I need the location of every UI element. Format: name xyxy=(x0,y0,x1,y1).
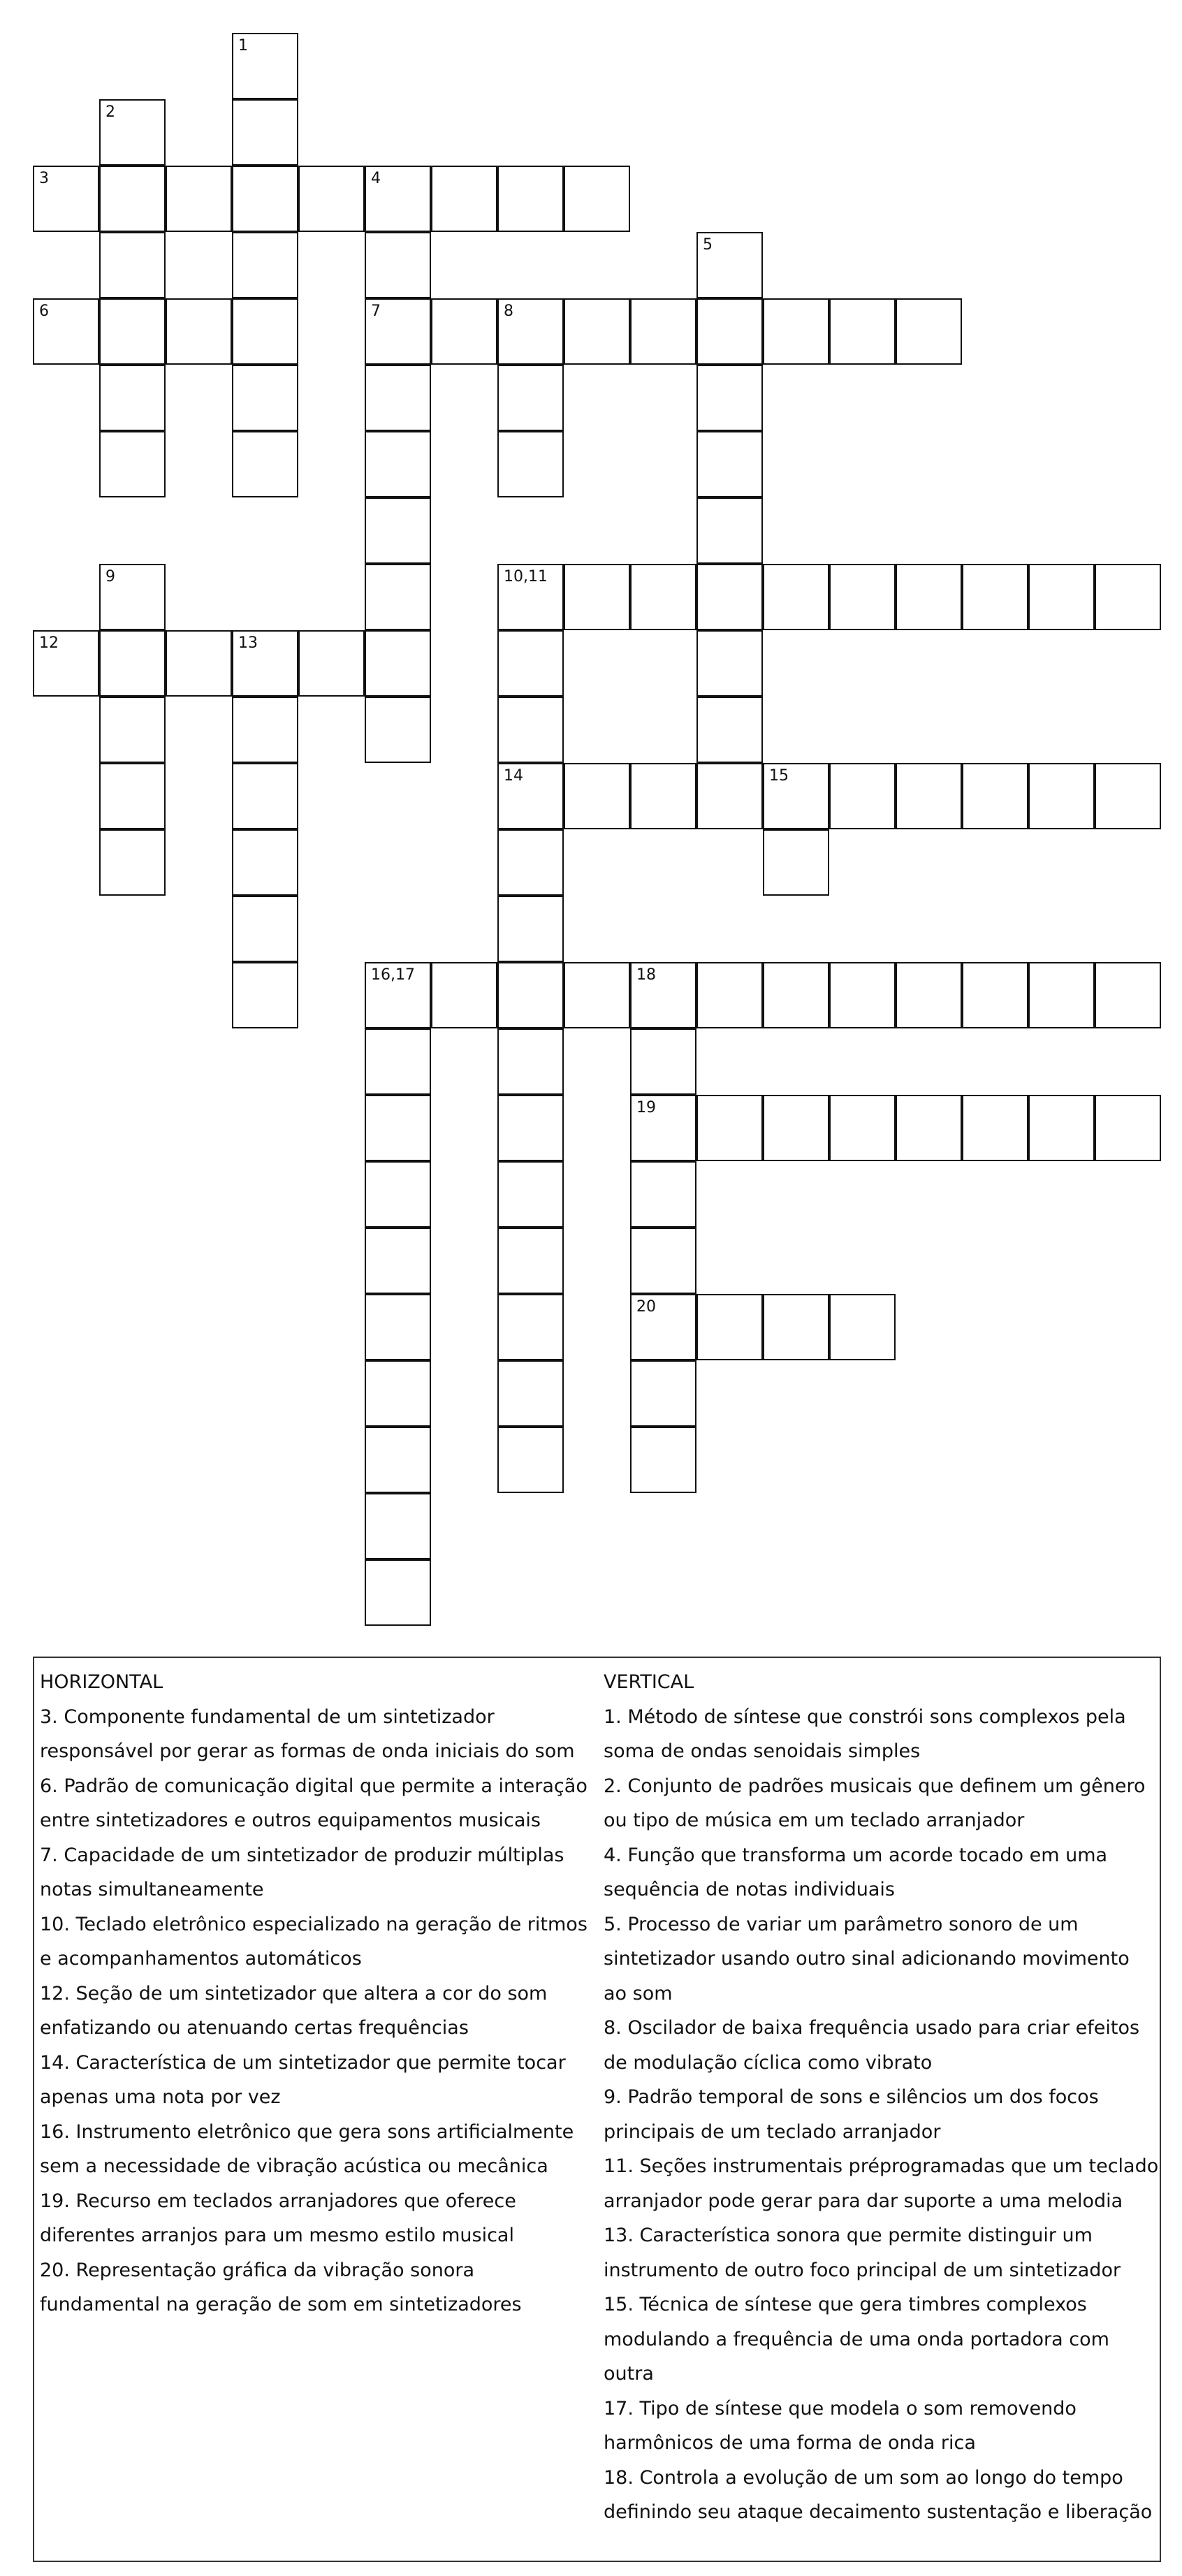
vertical-clue-line: 18. Controla a evolução de um som ao longo do tempo xyxy=(604,2466,1123,2489)
crossword-cell[interactable] xyxy=(497,1228,564,1294)
crossword-cell[interactable] xyxy=(763,962,829,1028)
vertical-clue-list xyxy=(604,1700,1162,2530)
crossword-cell[interactable] xyxy=(166,298,232,365)
crossword-cell[interactable] xyxy=(564,564,630,630)
crossword-cell[interactable] xyxy=(99,630,166,697)
crossword-cell[interactable] xyxy=(696,365,763,431)
vertical-clue-line: arranjador pode gerar para dar suporte a uma melodia xyxy=(604,2190,1123,2212)
horizontal-clue-line: 10. Teclado eletrônico especializado na geração de ritmos xyxy=(40,1913,588,1935)
clue-number: 18 xyxy=(636,966,656,984)
crossword-cell[interactable] xyxy=(497,1427,564,1493)
horizontal-clue-line: fundamental na geração de som em sintetizadores xyxy=(40,2294,522,2315)
crossword-cell[interactable] xyxy=(1095,564,1161,630)
clue-number: 9 xyxy=(105,568,115,585)
crossword-cell[interactable] xyxy=(232,365,298,431)
vertical-clue-line: 11. Seções instrumentais préprogramadas que um teclado xyxy=(604,2155,1159,2177)
crossword-cell[interactable] xyxy=(497,962,564,1028)
clue-number: 14 xyxy=(504,767,523,785)
vertical-clue-line: 5. Processo de variar um parâmetro sonoro de um xyxy=(604,1913,1079,1935)
crossword-cell[interactable] xyxy=(630,298,696,365)
vertical-clue-line: ao som xyxy=(604,1982,673,2004)
crossword-cell[interactable] xyxy=(763,298,829,365)
crossword-cell[interactable] xyxy=(365,1493,431,1559)
crossword-cell[interactable] xyxy=(630,1228,696,1294)
crossword-cell[interactable] xyxy=(829,763,896,829)
vertical-clue-line: ou tipo de música em um teclado arranjador xyxy=(604,1810,1025,1831)
vertical-clue-line: 13. Característica sonora que permite distinguir um xyxy=(604,2225,1093,2246)
crossword-cell[interactable] xyxy=(232,232,298,298)
crossword-cell[interactable] xyxy=(232,896,298,962)
crossword-cell[interactable] xyxy=(365,298,431,365)
crossword-cell[interactable] xyxy=(99,166,166,232)
crossword-cell[interactable] xyxy=(696,962,763,1028)
vertical-clue-line: 8. Oscilador de baixa frequência usado para criar efeitos xyxy=(604,2017,1140,2039)
vertical-clues xyxy=(604,1665,1162,2530)
crossword-cell[interactable] xyxy=(696,697,763,763)
crossword-cell[interactable] xyxy=(166,630,232,697)
crossword-cell[interactable] xyxy=(829,1294,896,1360)
crossword-cell[interactable] xyxy=(896,564,962,630)
clue-number: 15 xyxy=(769,767,789,785)
crossword-cell[interactable] xyxy=(630,564,696,630)
crossword-cell[interactable] xyxy=(497,1095,564,1161)
crossword-cell[interactable] xyxy=(630,1360,696,1427)
crossword-cell[interactable] xyxy=(431,298,497,365)
crossword-cell[interactable] xyxy=(365,1161,431,1228)
crossword-cell[interactable] xyxy=(497,365,564,431)
vertical-heading: VERTICAL xyxy=(604,1671,694,1693)
clue-number: 3 xyxy=(39,170,49,187)
crossword-cell[interactable] xyxy=(630,763,696,829)
crossword-cell[interactable] xyxy=(696,564,763,630)
clues-box xyxy=(33,1657,1161,2562)
vertical-clue-line: harmônicos de uma forma de onda rica xyxy=(604,2432,976,2454)
crossword-cell[interactable] xyxy=(630,1161,696,1228)
crossword-cell[interactable] xyxy=(497,896,564,962)
clue-number: 5 xyxy=(703,236,713,254)
horizontal-clue-line: apenas uma nota por vez xyxy=(40,2086,281,2108)
crossword-cell[interactable] xyxy=(99,431,166,497)
horizontal-clue-line: 3. Componente fundamental de um sintetizador xyxy=(40,1705,495,1728)
crossword-cell[interactable] xyxy=(365,431,431,497)
crossword-cell[interactable] xyxy=(497,829,564,896)
crossword-cell[interactable] xyxy=(497,564,564,630)
crossword-cell[interactable] xyxy=(696,1095,763,1161)
crossword-cell[interactable] xyxy=(896,763,962,829)
vertical-clue-line: 15. Técnica de síntese que gera timbres complexos xyxy=(604,2294,1087,2315)
clue-number: 2 xyxy=(105,103,115,121)
clue-number: 13 xyxy=(238,634,258,652)
crossword-cell[interactable] xyxy=(33,166,99,232)
horizontal-heading: HORIZONTAL xyxy=(40,1671,163,1693)
vertical-clue-line: soma de ondas senoidais simples xyxy=(604,1740,921,1762)
vertical-clue-line: principais de um teclado arranjador xyxy=(604,2120,941,2143)
crossword-cell[interactable] xyxy=(497,1294,564,1360)
crossword-cell[interactable] xyxy=(630,1028,696,1095)
vertical-clue-line: modulando a frequência de uma onda portadora com xyxy=(604,2328,1109,2350)
horizontal-clues xyxy=(40,1665,613,2322)
horizontal-clue-line: 6. Padrão de comunicação digital que permite a interação xyxy=(40,1775,588,1797)
crossword-cell[interactable] xyxy=(1095,1095,1161,1161)
vertical-clue-line: 1. Método de síntese que constrói sons complexos pela xyxy=(604,1705,1126,1728)
vertical-clue-line: 17. Tipo de síntese que modela o som removendo xyxy=(604,2397,1077,2419)
horizontal-clue-line: 16. Instrumento eletrônico que gera sons artificialmente xyxy=(40,2120,574,2143)
crossword-cell[interactable] xyxy=(365,564,431,630)
crossword-cell[interactable] xyxy=(962,763,1028,829)
crossword-cell[interactable] xyxy=(99,298,166,365)
crossword-cell[interactable] xyxy=(232,33,298,99)
clue-number: 6 xyxy=(39,303,49,320)
vertical-clue-line: sequência de notas individuais xyxy=(604,1879,895,1900)
crossword-cell[interactable] xyxy=(33,630,99,697)
horizontal-clue-list xyxy=(40,1700,613,2322)
crossword-cell[interactable] xyxy=(99,564,166,630)
crossword-cell[interactable] xyxy=(630,1427,696,1493)
crossword-cell[interactable] xyxy=(365,1360,431,1427)
horizontal-clue-line: 7. Capacidade de um sintetizador de produzir múltiplas xyxy=(40,1844,564,1866)
crossword-cell[interactable] xyxy=(1028,1095,1095,1161)
crossword-cell[interactable] xyxy=(365,962,431,1028)
crossword-cell[interactable] xyxy=(232,697,298,763)
vertical-clue-line: outra xyxy=(604,2363,654,2385)
crossword-cell[interactable] xyxy=(232,630,298,697)
horizontal-clue-line: enfatizando ou atenuando certas frequências xyxy=(40,2017,469,2039)
crossword-cell[interactable] xyxy=(365,1028,431,1095)
crossword-cell[interactable] xyxy=(166,166,232,232)
crossword-cell[interactable] xyxy=(1095,763,1161,829)
crossword-cell[interactable] xyxy=(630,962,696,1028)
horizontal-clue-line: responsável por gerar as formas de onda iniciais do som xyxy=(40,1740,575,1762)
crossword-cell[interactable] xyxy=(365,697,431,763)
crossword-cell[interactable] xyxy=(1028,962,1095,1028)
crossword-cell[interactable] xyxy=(497,166,564,232)
vertical-clue-line: sintetizador usando outro sinal adicionando movimento xyxy=(604,1948,1130,1970)
crossword-cell[interactable] xyxy=(99,232,166,298)
crossword-cell[interactable] xyxy=(696,630,763,697)
crossword-cell[interactable] xyxy=(896,962,962,1028)
crossword-cell[interactable] xyxy=(298,166,365,232)
crossword-cell[interactable] xyxy=(962,1095,1028,1161)
horizontal-clue-line: 12. Seção de um sintetizador que altera a cor do som xyxy=(40,1982,548,2004)
crossword-cell[interactable] xyxy=(99,365,166,431)
crossword-cell[interactable] xyxy=(497,763,564,829)
crossword-cell[interactable] xyxy=(497,1161,564,1228)
crossword-cell[interactable] xyxy=(99,99,166,166)
crossword-cell[interactable] xyxy=(232,763,298,829)
crossword-cell[interactable] xyxy=(696,431,763,497)
crossword-cell[interactable] xyxy=(365,497,431,564)
crossword-cell[interactable] xyxy=(1095,962,1161,1028)
crossword-cell[interactable] xyxy=(896,298,962,365)
vertical-clue-line: 9. Padrão temporal de sons e silêncios um dos focos xyxy=(604,2086,1099,2108)
crossword-cell[interactable] xyxy=(763,564,829,630)
crossword-cell[interactable] xyxy=(696,1294,763,1360)
horizontal-clue-line: diferentes arranjos para um mesmo estilo musical xyxy=(40,2225,514,2246)
crossword-cell[interactable] xyxy=(365,365,431,431)
crossword-cell[interactable] xyxy=(365,1228,431,1294)
vertical-clue-line: 4. Função que transforma um acorde tocado em uma xyxy=(604,1844,1108,1866)
crossword-cell[interactable] xyxy=(365,166,431,232)
crossword-cell[interactable] xyxy=(1028,763,1095,829)
crossword-cell[interactable] xyxy=(696,232,763,298)
crossword-cell[interactable] xyxy=(962,564,1028,630)
horizontal-clue-line: 14. Característica de um sintetizador que permite tocar xyxy=(40,2051,566,2074)
crossword-cell[interactable] xyxy=(497,1028,564,1095)
horizontal-clue-line: entre sintetizadores e outros equipamentos musicais xyxy=(40,1810,541,1831)
crossword-cell[interactable] xyxy=(630,1294,696,1360)
crossword-cell[interactable] xyxy=(365,630,431,697)
crossword-cell[interactable] xyxy=(365,1559,431,1626)
clue-number: 8 xyxy=(504,303,513,320)
clue-number: 10,11 xyxy=(504,568,548,585)
horizontal-clue-line: 20. Representação gráfica da vibração sonora xyxy=(40,2259,475,2281)
crossword-cell[interactable] xyxy=(696,763,763,829)
crossword-cell[interactable] xyxy=(497,697,564,763)
crossword-cell[interactable] xyxy=(365,232,431,298)
crossword-cell[interactable] xyxy=(497,431,564,497)
crossword-cell[interactable] xyxy=(232,166,298,232)
crossword-cell[interactable] xyxy=(763,763,829,829)
clue-number: 7 xyxy=(371,303,381,320)
crossword-cell[interactable] xyxy=(763,1095,829,1161)
crossword-cell[interactable] xyxy=(564,962,630,1028)
crossword-cell[interactable] xyxy=(497,1360,564,1427)
crossword-cell[interactable] xyxy=(564,166,630,232)
crossword-cell[interactable] xyxy=(99,763,166,829)
crossword-cell[interactable] xyxy=(763,1294,829,1360)
clue-number: 16,17 xyxy=(371,966,415,984)
crossword-cell[interactable] xyxy=(232,298,298,365)
crossword-cell[interactable] xyxy=(564,298,630,365)
crossword-cell[interactable] xyxy=(431,962,497,1028)
clue-number: 1 xyxy=(238,37,248,54)
vertical-clue-line: de modulação cíclica como vibrato xyxy=(604,2051,933,2074)
crossword-cell[interactable] xyxy=(365,1427,431,1493)
clue-number: 19 xyxy=(636,1099,656,1116)
crossword-cell[interactable] xyxy=(763,829,829,896)
crossword-cell[interactable] xyxy=(829,1095,896,1161)
clue-number: 12 xyxy=(39,634,59,652)
crossword-cell[interactable] xyxy=(365,1294,431,1360)
vertical-clue-line: 2. Conjunto de padrões musicais que definem um gênero xyxy=(604,1775,1146,1797)
crossword-cell[interactable] xyxy=(431,166,497,232)
crossword-cell[interactable] xyxy=(497,630,564,697)
vertical-clue-line: instrumento de outro foco principal de um sintetizador xyxy=(604,2259,1121,2281)
vertical-clue-line: definindo seu ataque decaimento sustentação e liberação xyxy=(604,2501,1153,2523)
horizontal-clue-line: e acompanhamentos automáticos xyxy=(40,1948,362,1970)
crossword-cell[interactable] xyxy=(33,298,99,365)
crossword-cell[interactable] xyxy=(962,962,1028,1028)
horizontal-clue-line: 19. Recurso em teclados arranjadores que oferece xyxy=(40,2190,516,2212)
crossword-cell[interactable] xyxy=(829,962,896,1028)
crossword-cell[interactable] xyxy=(564,763,630,829)
crossword-cell[interactable] xyxy=(232,431,298,497)
crossword-cell[interactable] xyxy=(232,829,298,896)
crossword-cell[interactable] xyxy=(232,99,298,166)
crossword-cell[interactable] xyxy=(696,497,763,564)
crossword-cell[interactable] xyxy=(99,697,166,763)
clue-number: 4 xyxy=(371,170,381,187)
clue-number: 20 xyxy=(636,1298,656,1316)
crossword-cell[interactable] xyxy=(232,962,298,1028)
crossword-cell[interactable] xyxy=(630,1095,696,1161)
crossword-cell[interactable] xyxy=(497,298,564,365)
crossword-cell[interactable] xyxy=(829,298,896,365)
crossword-cell[interactable] xyxy=(896,1095,962,1161)
crossword-cell[interactable] xyxy=(1028,564,1095,630)
crossword-cell[interactable] xyxy=(829,564,896,630)
horizontal-clue-line: sem a necessidade de vibração acústica ou mecânica xyxy=(40,2155,548,2177)
horizontal-clue-line: notas simultaneamente xyxy=(40,1879,264,1900)
crossword-cell[interactable] xyxy=(99,829,166,896)
crossword-cell[interactable] xyxy=(298,630,365,697)
crossword-cell[interactable] xyxy=(696,298,763,365)
crossword-cell[interactable] xyxy=(365,1095,431,1161)
